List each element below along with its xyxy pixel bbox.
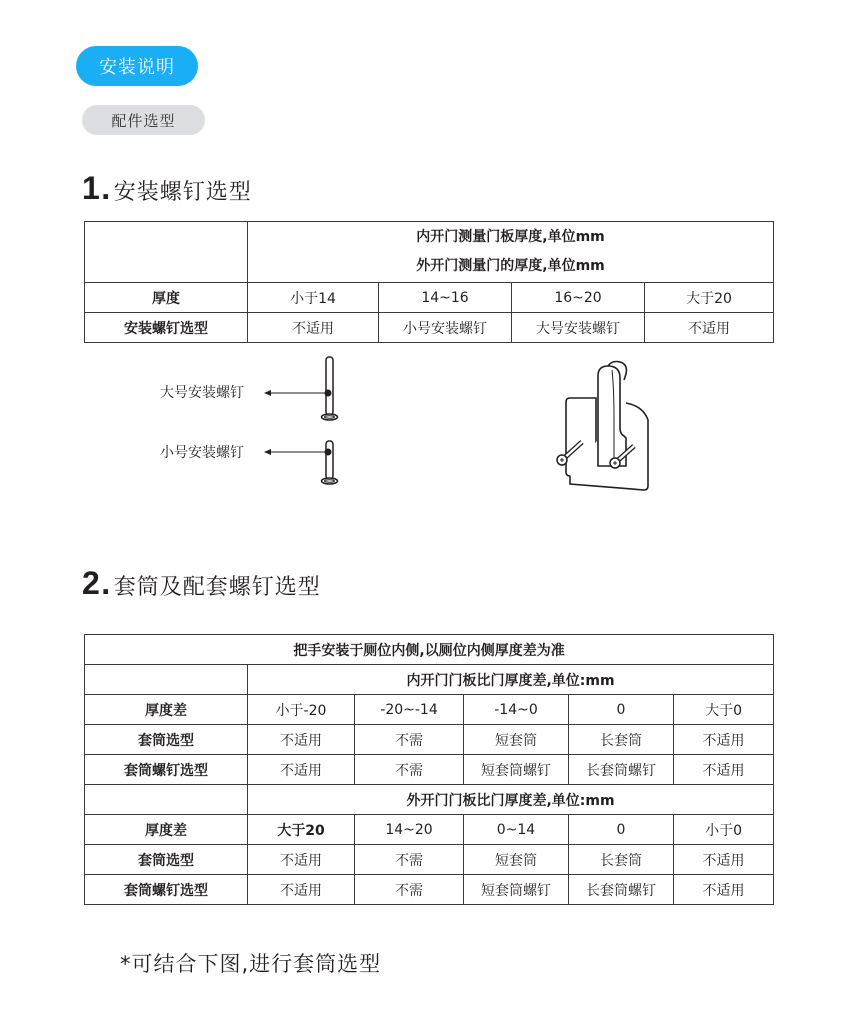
- table-cell: 0~14: [464, 815, 569, 845]
- header-line-outer: 外开门测量门的厚度,单位mm: [416, 258, 605, 274]
- handle-assembly-icon: [548, 358, 663, 493]
- table-cell: 不适用: [248, 313, 379, 343]
- table-cell: 不适用: [248, 875, 355, 905]
- section2-number: 2: [82, 565, 101, 601]
- table-title-row: [85, 635, 774, 665]
- sleeve-selection-table: [84, 634, 774, 905]
- section2-title-text: 套筒及配套螺钉选型: [113, 575, 321, 600]
- row-label: 厚度: [85, 283, 248, 313]
- section-dot: .: [100, 571, 112, 601]
- table-cell: 0: [569, 815, 674, 845]
- row-label: 套筒螺钉选型: [85, 875, 248, 905]
- small-screw-label: 小号安装螺钉: [160, 445, 244, 461]
- accessory-selection-tab[interactable]: 配件选型: [82, 105, 205, 135]
- table-row: [85, 283, 774, 313]
- table-header-row: [85, 222, 774, 283]
- table-cell: 小号安装螺钉: [379, 313, 512, 343]
- table-cell: 大于20: [645, 283, 774, 313]
- table-cell: 不适用: [645, 313, 774, 343]
- table-cell: 短套筒螺钉: [464, 755, 569, 785]
- table-cell: 小于-20: [248, 695, 355, 725]
- section1-number: 1: [82, 170, 101, 206]
- table-cell: 不适用: [248, 755, 355, 785]
- table-cell: 14~16: [379, 283, 512, 313]
- table-cell: 不需: [355, 755, 464, 785]
- row-label: 厚度差: [85, 695, 248, 725]
- section1-title: [82, 170, 252, 207]
- table-cell: 不适用: [674, 755, 774, 785]
- table-cell: 不需: [355, 845, 464, 875]
- inner-header-row: [85, 665, 774, 695]
- table-title-cell: 把手安装于厕位内侧,以厕位内侧厚度差为准: [85, 635, 774, 665]
- table-cell: 小于14: [248, 283, 379, 313]
- empty-cell: [85, 785, 248, 815]
- inner-header-cell: 内开门门板比门厚度差,单位:mm: [248, 665, 774, 695]
- table-cell: 短套筒: [464, 725, 569, 755]
- table-cell: 不适用: [674, 845, 774, 875]
- table-cell: 不适用: [674, 875, 774, 905]
- outer-header-row: [85, 785, 774, 815]
- table-cell: 大号安装螺钉: [512, 313, 645, 343]
- table-row: [85, 815, 774, 845]
- table-cell: 大于0: [674, 695, 774, 725]
- table-cell: 短套筒: [464, 845, 569, 875]
- table-cell: 大于20: [248, 815, 355, 845]
- table-row: [85, 845, 774, 875]
- row-label: 厚度差: [85, 815, 248, 845]
- empty-cell: [85, 665, 248, 695]
- section1-title-text: 安装螺钉选型: [113, 180, 252, 205]
- row-label: 套筒选型: [85, 845, 248, 875]
- section-dot: .: [100, 176, 112, 206]
- table-cell: 不适用: [248, 725, 355, 755]
- install-guide-tab[interactable]: 安装说明: [76, 46, 198, 86]
- row-label: 套筒螺钉选型: [85, 755, 248, 785]
- table-cell: 0: [569, 695, 674, 725]
- table-cell: 不适用: [674, 725, 774, 755]
- measurement-header-cell: [248, 222, 774, 283]
- row-label: 安装螺钉选型: [85, 313, 248, 343]
- table-cell: 14~20: [355, 815, 464, 845]
- table-cell: 16~20: [512, 283, 645, 313]
- table-cell: 长套筒螺钉: [569, 755, 674, 785]
- table-row: [85, 313, 774, 343]
- table-cell: 不适用: [248, 845, 355, 875]
- table-cell: 短套筒螺钉: [464, 875, 569, 905]
- selection-note: *可结合下图,进行套筒选型: [120, 952, 382, 976]
- table-cell: -20~-14: [355, 695, 464, 725]
- header-line-inner: 内开门测量门板厚度,单位mm: [416, 229, 605, 245]
- table-row: [85, 755, 774, 785]
- table-cell: 长套筒螺钉: [569, 875, 674, 905]
- table-cell: 不需: [355, 725, 464, 755]
- table-cell: 小于0: [674, 815, 774, 845]
- table-cell: -14~0: [464, 695, 569, 725]
- table-cell: 长套筒: [569, 725, 674, 755]
- outer-header-cell: 外开门门板比门厚度差,单位:mm: [248, 785, 774, 815]
- screw-selection-table: [84, 221, 774, 343]
- empty-corner-cell: [85, 222, 248, 283]
- table-row: [85, 725, 774, 755]
- section2-title: [82, 565, 321, 602]
- row-label: 套筒选型: [85, 725, 248, 755]
- table-cell: 长套筒: [569, 845, 674, 875]
- large-screw-label: 大号安装螺钉: [160, 385, 244, 401]
- table-cell: 不需: [355, 875, 464, 905]
- table-row: [85, 875, 774, 905]
- table-row: [85, 695, 774, 725]
- screw-diagram-icon: [258, 355, 358, 490]
